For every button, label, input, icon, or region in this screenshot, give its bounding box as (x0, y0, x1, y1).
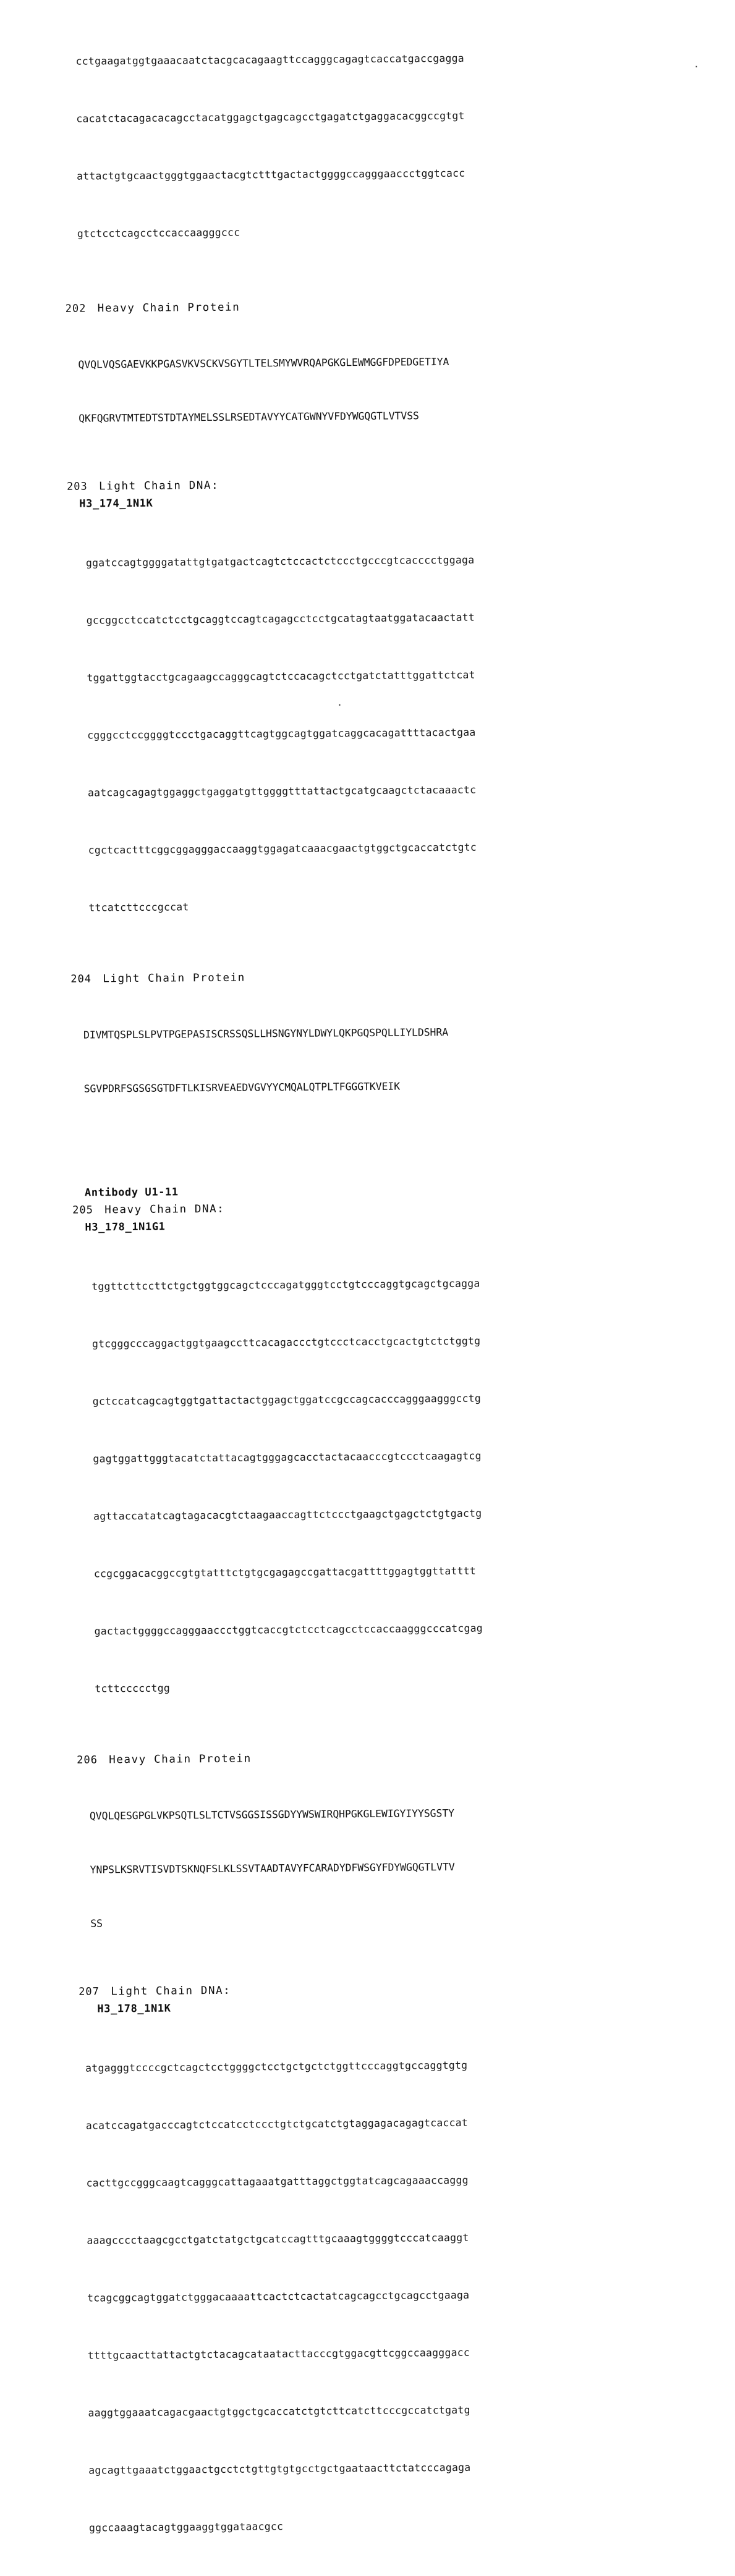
sequence-line: gctccatcagcagtggtgattactactggagctggatccgccagcacccagggaagggcctg (92, 1392, 482, 1408)
sequence-line: cacatctacagacacagcctacatggagctgagcagcctgagatctgaggacacggccgtgt (76, 109, 465, 125)
section-title: Light Chain Protein (103, 971, 245, 986)
page-content (37, 9, 712, 2576)
sequence-line: gactactggggccagggaaccctggtcaccgtctcctcagcctccaccaagggcccatcgag (94, 1622, 483, 1637)
sequence-line: agcagttgaaatctggaactgcctctgttgtgtgcctgctgaataacttctatcccagaga (88, 2461, 471, 2477)
protein-sequence-202 (78, 315, 695, 463)
section-number: 204 (70, 973, 92, 986)
sequence-line: QKFQGRVTMTEDTSTDTAYMELSSLRSEDTAVYYCATGWNYVFDYWGQGTLVTVSS (79, 410, 419, 424)
dna-sequence-207 (85, 2016, 712, 2576)
top-sequence-block (75, 9, 694, 282)
section-number: 206 (77, 1754, 98, 1767)
sequence-line: gtctcctcagcctccaccaagggccc (77, 226, 240, 240)
sequence-line: ggatccagtggggatattgtgatgactcagtctccactctccctgcccgtcacccctggaga (85, 554, 475, 569)
sequence-line: attactgtgcaactgggtggaactacgtctttgactactggggccagggaaccctggtcacc (77, 167, 465, 182)
dna-sequence-205 (91, 1234, 705, 1737)
section-number: 203 (66, 480, 88, 493)
clone-id-203: H3_174_1N1K (79, 497, 153, 510)
sequence-line: aaggtggaaatcagacgaactgtggctgcaccatctgtcttcatcttcccgccatctgatg (88, 2404, 470, 2419)
sequence-line: SS (90, 1917, 103, 1930)
antibody-label: Antibody U1-11 (84, 1186, 179, 1199)
sequence-line: tggattggtacctgcagaagccagggcagtctccacagctcctgatctatttggattctcat (87, 669, 475, 684)
sequence-line: cctgaagatggtgaaacaatctacgcacagaagttccagggcagagtcaccatgaccgagga (75, 52, 464, 67)
scan-artifact-dot: . (337, 697, 343, 708)
clone-id-207: H3_178_1N1K (97, 2002, 171, 2016)
sequence-line: cacttgccgggcaagtcagggcattagaaatgatttaggctggtatcagcagaaaccaggg (86, 2174, 469, 2189)
sequence-line: ttttgcaacttattactgtctacagcataatacttacccgtggacgttcggccaagggacc (87, 2346, 470, 2362)
sequence-line: aaagcccctaagcgcctgatctatgctgcatccagtttgcaaagtggggtcccatcaaggt (87, 2231, 469, 2247)
section-title: Light Chain DNA: (111, 1984, 231, 1998)
scan-artifact-dot: . (693, 59, 699, 70)
section-202 (40, 298, 695, 463)
section-number: 205 (72, 1204, 94, 1217)
section-title: Heavy Chain Protein (109, 1752, 252, 1767)
sequence-line: ggccaaagtacagtggaaggtggataacgcc (88, 2520, 284, 2534)
section-number: 202 (65, 302, 87, 315)
sequence-line: atgagggtccccgctcagctcctggggctcctgctgctctggttcccaggtgccaggtgtg (85, 2059, 468, 2074)
clone-id-205: H3_178_1N1G1 (85, 1220, 166, 1234)
sequence-line: acatccagatgacccagtctccatcctccctgtctgcatctgtaggagacagagtcaccat (85, 2116, 469, 2132)
sequence-line: ccgcggacacggccgtgtatttctgtgcgagagccgattacgattttggagtggttatttt (93, 1565, 477, 1580)
sequence-line: gtcgggcccaggactggtgaagccttcacagaccctgtccctcacctgcactgtctctggtg (91, 1335, 481, 1350)
sequence-line: gccggcctccatctcctgcaggtccagtcagagcctcctgcatagtaatggatacaactatt (86, 611, 475, 627)
sequence-line: DIVMTQSPLSLPVTPGEPASISCRSSQSLLHSNGYNYLDWYLQKPGQSPQLLIYLDSHRA (83, 1026, 449, 1041)
section-204 (45, 968, 700, 1134)
section-title: Heavy Chain DNA: (104, 1202, 225, 1217)
section-207 (53, 1981, 712, 2576)
sequence-line: QVQLQESGPGLVKPSQTLSLTCTVSGGSISSGDYYWSWIRQHPGKGLEWIGYIYYSGSTY (89, 1807, 455, 1822)
section-203 (41, 476, 699, 956)
sequence-line: aatcagcagagtggaggctgaggatgttggggtttattactgcatgcaagctctacaaactc (87, 783, 477, 799)
sequence-line: cgggcctccggggtccctgacaggttcagtggcagtggatcaggcacagattttacactgaa (87, 726, 476, 741)
section-title: Heavy Chain Protein (97, 301, 240, 315)
sequence-line: QVQLVQSGAEVKKPGASVKVSCKVSGYTLTELSMYWVRQAPGKGLEWMGGFDPEDGETIYA (78, 355, 449, 371)
section-206 (51, 1749, 707, 1969)
section-title: Light Chain DNA: (98, 479, 219, 493)
sequence-line: agttaccatatcagtagacacgtctaagaaccagttctccctgaagctgagctctgtgactg (93, 1507, 482, 1522)
sequence-line: YNPSLKSRVTISVDTSKNQFSLKLSSVTAADTAVYFCARADYDFWSGYFDYWGQGTLVTV (90, 1860, 455, 1876)
sequence-line: SGVPDRFSGSGSGTDFTLKISRVEAEDVGVYYCMQALQTPLTFGGGTKVEIK (83, 1080, 401, 1095)
section-205 (46, 1199, 705, 1737)
protein-sequence-206 (89, 1767, 707, 1969)
dna-sequence-203 (85, 510, 699, 956)
sequence-line: tggttcttccttctgctggtggcagctcccagatgggtcctgtcccaggtgcagctgcagga (91, 1277, 480, 1293)
sequence-line: tcttccccctgg (95, 1682, 170, 1695)
section-number: 207 (79, 1985, 100, 1998)
sequence-line: tcagcggcagtggatctgggacaaaattcactctcactatcagcagcctgcagcctgaaga (87, 2289, 470, 2304)
sequence-line: ttcatcttcccgccat (88, 901, 189, 914)
sequence-line: gagtggattgggtacatctattacagtgggagcacctactacaacccgtccctcaagagtcg (93, 1450, 482, 1465)
protein-sequence-204 (83, 986, 700, 1134)
sequence-line: cgctcactttcggcggagggaccaaggtggagatcaaacgaactgtggctgcaccatctgtc (88, 841, 477, 856)
